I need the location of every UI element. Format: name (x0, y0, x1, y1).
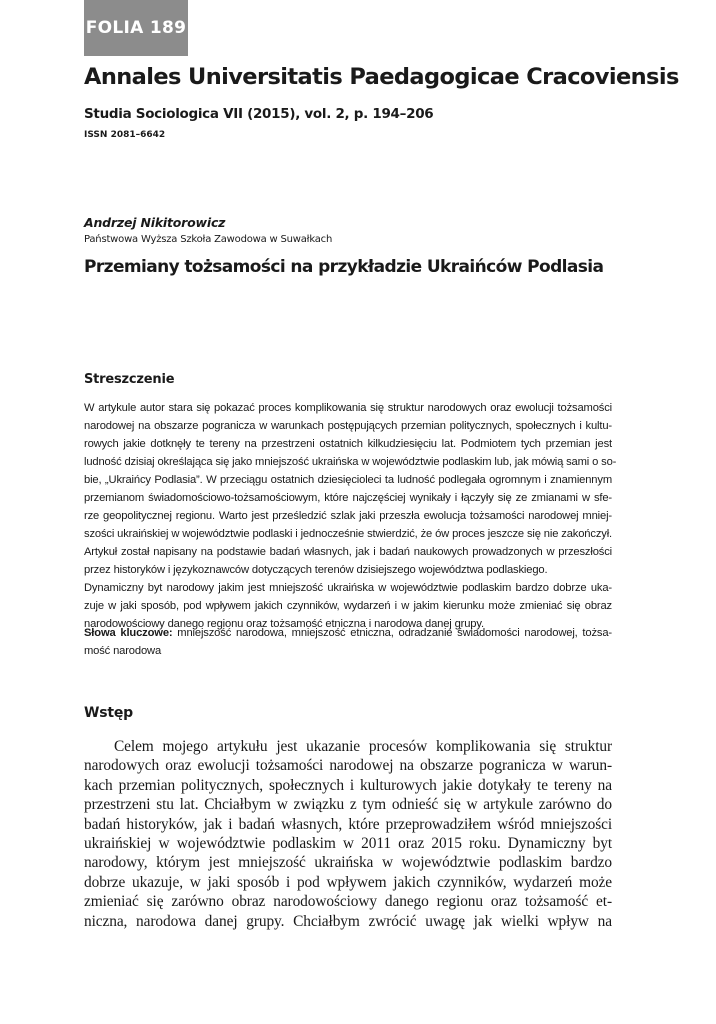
author-affiliation: Państwowa Wyższa Szkoła Zawodowa w Suwałkach (84, 234, 333, 245)
abstract-line: Artykuł został napisany na podstawie badań własnych, jak i badań naukowych prowadzonych w przeszłości (84, 546, 612, 558)
abstract-line: przez historyków i językoznawców dotyczących terenów dzisiejszego województwa podlaskiego. (84, 564, 548, 576)
abstract-heading: Streszczenie (84, 372, 175, 387)
series-info: Studia Sociologica VII (2015), vol. 2, p. 194–206 (84, 106, 434, 122)
body-line: niczna, narodowa danej grupy. Chciałbym zwrócić uwagę jak wielki wpływ na (84, 912, 612, 930)
article-title: Przemiany tożsamości na przykładzie Ukraińców Podlasia (84, 257, 604, 277)
body-line: dobrze ukazuje, w jaki sposób i pod wpływem jakich czynników, wydarzeń może (84, 873, 612, 891)
body-line: narodowy, którym jest mniejszość ukraińska w województwie podlaskim bardzo (84, 854, 612, 872)
abstract-line: bie, „Ukraińcy Podlasia”. W przeciągu ostatnich dziesięcioleci ta ludność podlegała ogromnym i znamiennym (84, 474, 612, 486)
author-name: Andrzej Nikitorowicz (84, 215, 226, 230)
abstract-line: przemianom świadomościowo-tożsamościowym, które najczęściej wynikały i łączyły się ze zmianami w sfe- (84, 492, 612, 504)
abstract-line: zuje w jaki sposób, pod wpływem jakich czynników, wydarzeń i w jakim kierunku może zmieniać się obraz (84, 600, 612, 612)
keywords-line (84, 624, 612, 642)
introduction-heading: Wstęp (84, 705, 133, 721)
keywords-text: mniejszość narodowa, mniejszość etniczna, odradzanie świadomości narodowej, tożsa- (172, 627, 612, 639)
body-line: przestrzeni stu lat. Chciałbym w związku z tym odnieść się w artykule zarówno do (84, 796, 612, 814)
body-line: kach przemian politycznych, społecznych i kulturowych jakie dotykały te tereny na (84, 776, 612, 794)
abstract-body (84, 399, 617, 633)
introduction-body (84, 737, 612, 931)
abstract-line: ludność dzisiaj określająca się jako mniejszość ukraińska w województwie podlaskim lub, jak mówią sami o so- (84, 456, 617, 468)
body-line: ukraińskiej w województwie podlaskim w 2011 oraz 2015 roku. Dynamiczny byt (84, 835, 612, 853)
abstract-line: szości ukraińskiej w województwie podlaski i jednocześnie stwierdzić, że ów proces jeszcze się nie zakończył. (84, 528, 612, 540)
abstract-line: rowych jakie dotknęły te tereny na przestrzeni ostatnich kilkudziesięciu lat. Podmiotem tych przemian jest (84, 438, 612, 450)
body-line: badań historyków, jak i badań własnych, które przeprowadziłem wśród mniejszości (84, 815, 612, 833)
keywords (84, 624, 612, 660)
body-line: zmieniać się zarówno obraz narodowościowy danego regionu oraz tożsamość et- (84, 893, 612, 911)
keywords-label: Słowa kluczowe: (84, 627, 173, 639)
body-line: narodowych oraz ewolucji tożsamości narodowej na obszarze pogranicza w warun- (84, 757, 612, 775)
abstract-line: narodowościowy danego regionu oraz tożsamość etniczna i narodowa danej grupy. (84, 618, 484, 630)
abstract-line: Dynamiczny byt narodowy jakim jest mniejszość ukraińska w województwie podlaskim bardzo dobrze uka- (84, 582, 612, 594)
issn: ISSN 2081–6642 (84, 130, 166, 140)
keywords-line: mość narodowa (84, 645, 162, 657)
folio-badge: FOLIA 189 (84, 0, 188, 56)
abstract-line: narodowej na obszarze pogranicza w warunkach postępujących przemian politycznych, społecznych i kultu- (84, 420, 612, 432)
body-line: Celem mojego artykułu jest ukazanie procesów komplikowania się struktur (114, 738, 612, 755)
journal-title: Annales Universitatis Paedagogicae Cracoviensis (84, 64, 679, 90)
abstract-line: rze geopolitycznej regionu. Warto jest prześledzić szlak jaki przeszła ewolucja tożsamości narodowej mniej- (84, 510, 612, 522)
abstract-line: W artykule autor stara się pokazać proces komplikowania się struktur narodowych oraz ewolucji tożsamości (84, 402, 612, 414)
